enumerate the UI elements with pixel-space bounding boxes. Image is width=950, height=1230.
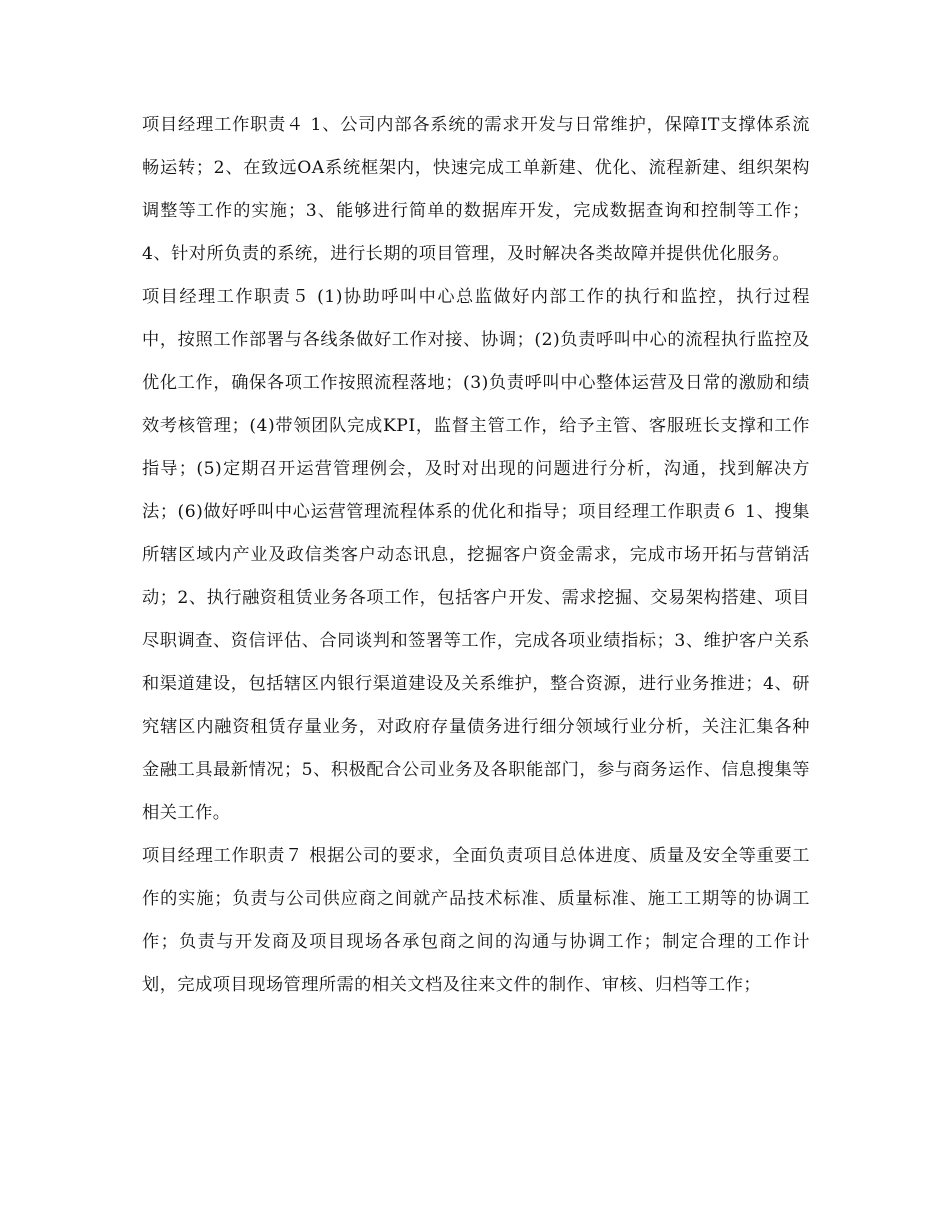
- paragraph-job-duties-7: 项目经理工作职责７ 根据公司的要求，全面负责项目总体进度、质量及安全等重要工作的实施；负责与公司供应商之间就产品技术标准、质量标准、施工工期等的协调工作；负责与开发商及项目现场各承包商之间的沟通与协调工作；制定合理的工作计划，完成项目现场管理所需的相关文档及往来文件的制作、审核、归档等工作；: [142, 846, 810, 995]
- paragraph-job-duties-4: 项目经理工作职责４ 1、公司内部各系统的需求开发与日常维护，保障IT支撑体系流畅运转；2、在致远OA系统框架内，快速完成工单新建、优化、流程新建、组织架构调整等工作的实施；3、能够进行简单的数据库开发，完成数据查询和控制等工作；4、针对所负责的系统，进行长期的项目管理，及时解决各类故障并提供优化服务。: [142, 115, 810, 264]
- paragraph-job-duties-5-6: 项目经理工作职责５ (1)协助呼叫中心总监做好内部工作的执行和监控，执行过程中，按照工作部署与各线条做好工作对接、协调；(2)负责呼叫中心的流程执行监控及优化工作，确保各项工作按照流程落地；(3)负责呼叫中心整体运营及日常的激励和绩效考核管理；(4)带领团队完成KPI，监督主管工作，给予主管、客服班长支撑和工作指导；(5)定期召开运营管理例会，及时对出现的问题进行分析，沟通，找到解决方法；(6)做好呼叫中心运营管理流程体系的优化和指导；项目经理工作职责６ 1、搜集所辖区域内产业及政信类客户动态讯息，挖掘客户资金需求，完成市场开拓与营销活动；2、执行融资租赁业务各项工作，包括客户开发、需求挖掘、交易架构搭建、项目尽职调查、资信评估、合同谈判和签署等工作，完成各项业绩指标；3、维护客户关系和渠道建设，包括辖区内银行渠道建设及关系维护，整合资源，进行业务推进；4、研究辖区内融资租赁存量业务，对政府存量债务进行细分领域行业分析，关注汇集各种金融工具最新情况；5、积极配合公司业务及各职能部门，参与商务运作、信息搜集等相关工作。: [142, 287, 810, 823]
